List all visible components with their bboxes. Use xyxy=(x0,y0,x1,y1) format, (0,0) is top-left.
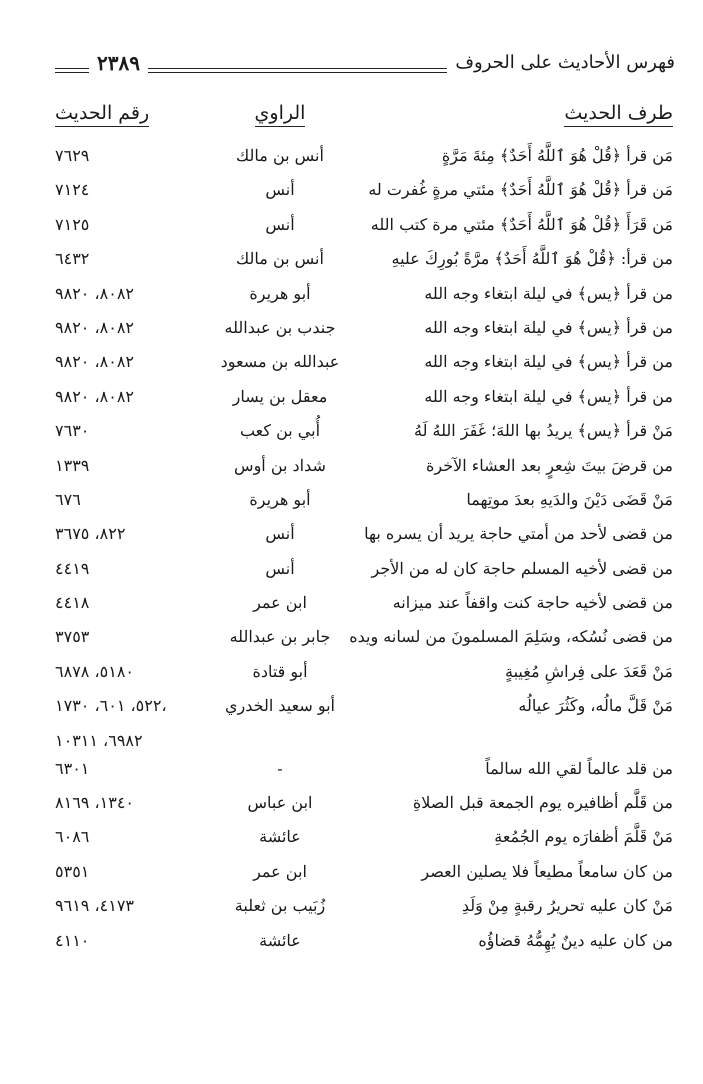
hadith-text: مَنْ قَلَّ مالُه، وكَثُرَ عيالُه xyxy=(518,696,673,716)
index-row xyxy=(0,725,703,753)
narrator: أنس xyxy=(265,180,295,200)
index-row xyxy=(0,621,703,655)
hadith-text: من قرأ: ﴿قُلْ هُوَ ٱللَّهُ أَحَدٌ﴾ مرَّةً بُورِكَ عليهِ xyxy=(391,249,673,269)
hadith-number: ١٣٤٠، ٨١٦٩ xyxy=(55,793,134,813)
narrator: عبدالله بن مسعود xyxy=(220,352,340,372)
hadith-number: ٤١١٠ xyxy=(55,930,90,950)
narrator: أنس xyxy=(265,558,295,578)
narrator: أبو هريرة xyxy=(249,283,311,303)
index-row xyxy=(0,587,703,621)
index-row xyxy=(0,174,703,208)
hadith-text: من قرأ ﴿يس﴾ في ليلة ابتغاء وجه الله xyxy=(424,352,673,372)
narrator: أنس xyxy=(265,524,295,544)
narrator: ابن عمر xyxy=(253,593,307,613)
hadith-text: من قلد عالماً لقي الله سالماً xyxy=(485,758,673,778)
index-row xyxy=(0,209,703,243)
index-row xyxy=(0,312,703,346)
column-header-narrator: الراوي xyxy=(210,102,350,124)
running-title: فهرس الأحاديث على الحروف xyxy=(455,52,675,73)
narrator: شداد بن أوس xyxy=(234,455,326,475)
hadith-number: ٤١٧٣، ٩٦١٩ xyxy=(55,896,134,916)
hadith-number: ٨٠٨٢، ٩٨٢٠ xyxy=(55,352,134,372)
index-row xyxy=(0,856,703,890)
hadith-text: من قرأ ﴿يس﴾ في ليلة ابتغاء وجه الله xyxy=(424,317,673,337)
hadith-text: من قَلَّم أظافيره يوم الجمعة قبل الصلاةِ xyxy=(412,793,673,813)
narrator: أُبي بن كعب xyxy=(239,421,321,441)
index-row xyxy=(0,925,703,959)
header-rule xyxy=(148,53,447,73)
column-headers xyxy=(0,98,703,132)
hadith-text: مَن قرأ ﴿قُلْ هُوَ ٱللَّهُ أَحَدٌ﴾ مِئةَ مَرَّةٍ xyxy=(441,146,673,165)
hadith-number: ٦٠٨٦ xyxy=(55,827,90,847)
index-row xyxy=(0,140,703,174)
hadith-text: مَنْ قَعَدَ على فِراشِ مُغِيبةٍ xyxy=(504,661,673,681)
narrator: ابن عمر xyxy=(253,861,307,881)
hadith-text: مَن قرأ ﴿قُلْ هُوَ ٱللَّهُ أَحَدٌ﴾ مئتي مرةٍ غُفرت له xyxy=(368,180,673,200)
index-row xyxy=(0,518,703,552)
page-number-rule xyxy=(55,53,89,73)
running-header xyxy=(55,48,675,78)
hadith-number: ٨٢٢، ٣٦٧٥ xyxy=(55,524,126,544)
narrator: معقل بن يسار xyxy=(232,386,328,406)
hadith-number: ٧٦٣٠ xyxy=(55,421,90,441)
index-row xyxy=(0,553,703,587)
hadith-number: ١٣٣٩ xyxy=(55,455,90,475)
hadith-text: من قرأ ﴿يس﴾ في ليلة ابتغاء وجه الله xyxy=(424,386,673,406)
narrator: أنس xyxy=(265,214,295,234)
narrator: أنس بن مالك xyxy=(236,146,324,165)
hadith-text: مَنْ قَلَّمَ أظفارَه يوم الجُمُعةِ xyxy=(494,827,673,847)
narrator: - xyxy=(277,758,283,778)
hadith-text: من كان سامعاً مطيعاً فلا يصلين العصر xyxy=(421,861,673,881)
index-row xyxy=(0,890,703,924)
hadith-text: من قضى لأخيه المسلم حاجة كان له من الأجر xyxy=(371,558,673,578)
hadith-number: ٧٦٢٩ xyxy=(55,146,90,165)
narrator: ابن عباس xyxy=(247,793,313,813)
hadith-number: ٨٠٨٢، ٩٨٢٠ xyxy=(55,283,134,303)
hadith-text: مَنْ كان عليه تحريرُ رقبةٍ مِنْ وَلَدِ xyxy=(461,896,673,916)
index-row xyxy=(0,656,703,690)
hadith-number: ٦٣٠١ xyxy=(55,758,90,778)
narrator: أبو سعيد الخدري xyxy=(225,696,335,716)
hadith-number: ٥٢٢، ٦٠١، ١٧٣٠، xyxy=(55,696,167,716)
hadith-number: ٧١٢٤ xyxy=(55,180,90,200)
hadith-text: من قرأ ﴿يس﴾ في ليلة ابتغاء وجه الله xyxy=(424,283,673,303)
hadith-text: من قرضَ بيتَ شِعرٍ بعد العشاء الآخرة xyxy=(426,455,673,475)
hadith-number: ٤٤١٨ xyxy=(55,593,90,613)
page-number: ٢٣٨٩ xyxy=(97,51,140,75)
index-row xyxy=(0,821,703,855)
hadith-number: ٨٠٨٢، ٩٨٢٠ xyxy=(55,386,134,406)
narrator: عائشة xyxy=(259,930,301,950)
hadith-text: من قضى لأخيه حاجة كنت واقفاً عند ميزانه xyxy=(392,593,673,613)
hadith-number: ٦٩٨٢، ١٠٣١١ xyxy=(55,730,143,750)
index-row xyxy=(0,690,703,724)
narrator: أبو قتادة xyxy=(252,661,308,681)
hadith-number: ٥٣٥١ xyxy=(55,861,90,881)
narrator: جابر بن عبدالله xyxy=(229,627,331,647)
narrator: زُبَيب بن ثعلبة xyxy=(234,896,326,916)
narrator: عائشة xyxy=(259,827,301,847)
index-row xyxy=(0,243,703,277)
hadith-text: مَنْ قَضَى دَيْنَ والدَيهِ بعدَ موتِهما xyxy=(466,489,673,509)
index-row xyxy=(0,278,703,312)
hadith-number: ٤٤١٩ xyxy=(55,558,90,578)
index-row xyxy=(0,381,703,415)
hadith-number: ٦٧٦ xyxy=(55,489,81,509)
column-header-hadith-number: رقم الحديث xyxy=(55,102,149,124)
column-header-hadith-text: طرف الحديث xyxy=(564,102,673,124)
hadith-text: مَنْ قرأ ﴿يس﴾ يريدُ بها اللهَ؛ غَفَرَ اللهُ لَهُ xyxy=(413,421,673,441)
hadith-text: مَن قَرَأَ ﴿قُلْ هُوَ ٱللَّهُ أَحَدٌ﴾ مئتي مرة كتب الله xyxy=(370,214,673,234)
index-row xyxy=(0,753,703,787)
hadith-number: ٣٧٥٣ xyxy=(55,627,90,647)
narrator: أنس بن مالك xyxy=(236,249,324,269)
index-row xyxy=(0,450,703,484)
index-row xyxy=(0,346,703,380)
hadith-number: ٨٠٨٢، ٩٨٢٠ xyxy=(55,317,134,337)
hadith-text: من قضى لأحد من أمتي حاجة يريد أن يسره بها xyxy=(364,524,673,544)
hadith-number: ٦٤٣٢ xyxy=(55,249,90,269)
index-row xyxy=(0,484,703,518)
hadith-number: ٧١٢٥ xyxy=(55,214,90,234)
index-row xyxy=(0,415,703,449)
index-table xyxy=(0,140,703,959)
narrator: جندب بن عبدالله xyxy=(224,317,336,337)
hadith-text: من قضى نُسُكه، وسَلِمَ المسلمونَ من لسانه ويده xyxy=(349,627,673,647)
narrator: أبو هريرة xyxy=(249,489,311,509)
hadith-number: ٥١٨٠، ٦٨٧٨ xyxy=(55,661,134,681)
index-row xyxy=(0,787,703,821)
hadith-text: من كان عليه دينٌ يُهِمُّهُ قضاؤُه xyxy=(478,930,673,950)
